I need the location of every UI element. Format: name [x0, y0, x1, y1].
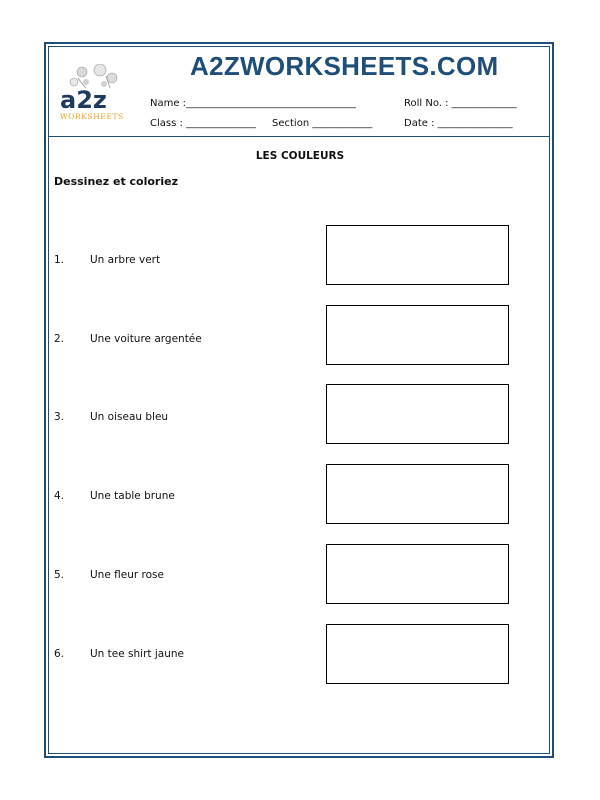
- item-label: Un arbre vert: [90, 254, 161, 266]
- item-number: 1.: [54, 254, 65, 266]
- drawing-box[interactable]: [326, 544, 509, 604]
- date-field[interactable]: Date : _______________: [404, 118, 513, 129]
- item-label: Une table brune: [90, 490, 175, 502]
- item-label: Une fleur rose: [90, 569, 164, 581]
- drawing-box[interactable]: [326, 225, 509, 285]
- roll-number-field[interactable]: Roll No. : _____________: [404, 98, 517, 109]
- item-label: Un oiseau bleu: [90, 411, 169, 423]
- svg-text:a2z: a2z: [60, 86, 107, 114]
- drawing-box[interactable]: [326, 464, 509, 524]
- section-field[interactable]: Section ____________: [272, 118, 373, 129]
- a2z-logo: [56, 64, 136, 126]
- class-field[interactable]: Class : ______________: [150, 118, 257, 129]
- logo-graphic: [56, 64, 136, 126]
- item-number: 3.: [54, 411, 65, 423]
- item-number: 5.: [54, 569, 65, 581]
- worksheet-title: LES COULEURS: [255, 150, 345, 162]
- svg-text:WORKSHEETS: WORKSHEETS: [60, 112, 124, 121]
- item-number: 4.: [54, 490, 65, 502]
- item-label: Une voiture argentée: [90, 333, 202, 345]
- drawing-box[interactable]: [326, 384, 509, 444]
- header-divider: [48, 136, 550, 137]
- drawing-box[interactable]: [326, 624, 509, 684]
- drawing-box[interactable]: [326, 305, 509, 365]
- item-label: Un tee shirt jaune: [90, 648, 184, 660]
- worksheet-instruction: Dessinez et coloriez: [54, 175, 178, 188]
- item-number: 6.: [54, 648, 65, 660]
- item-number: 2.: [54, 333, 65, 345]
- name-field[interactable]: Name :__________________________________: [150, 98, 357, 109]
- site-title: A2ZWORKSHEETS.COM: [190, 51, 499, 81]
